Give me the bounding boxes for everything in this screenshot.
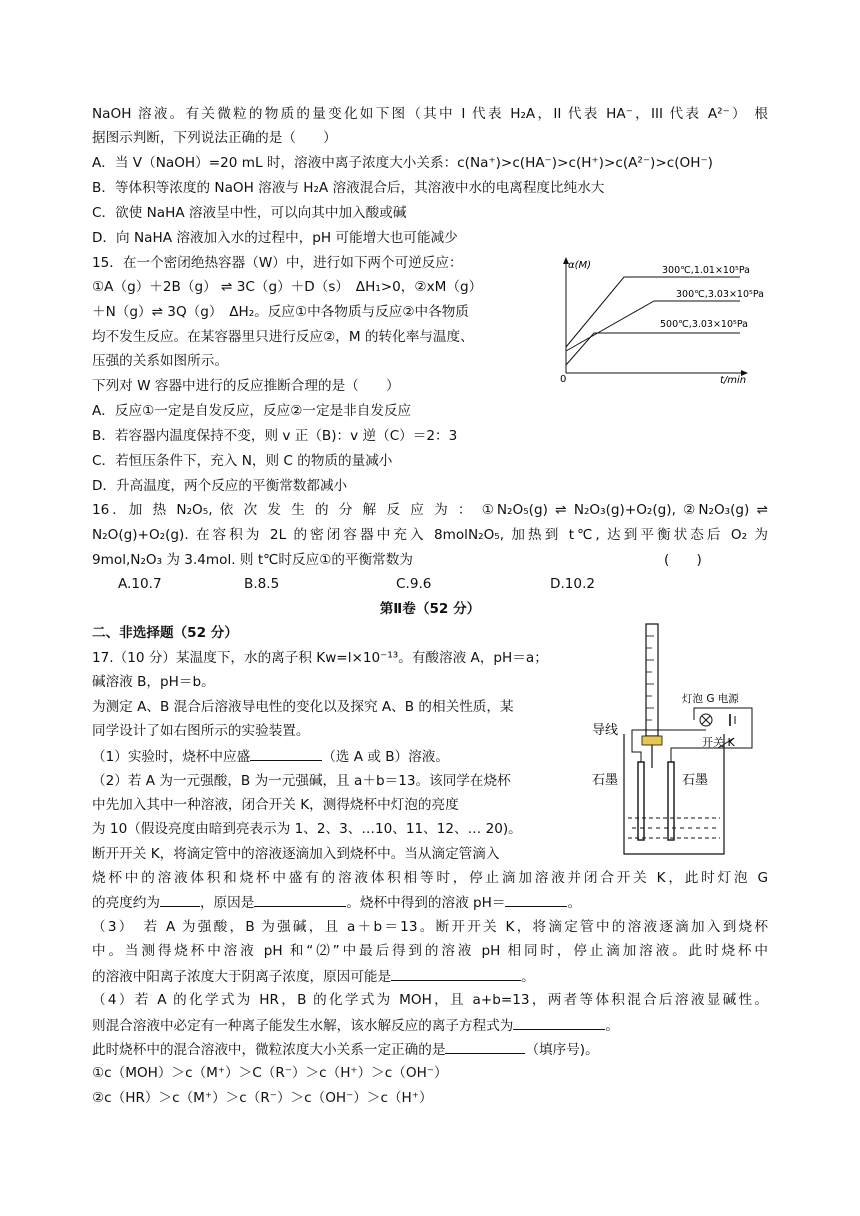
- text-line: ①A（g）＋2B（g） ⇌ 3C（g）＋D（s） ΔH₁>0，②xM（g）: [92, 279, 483, 295]
- text-line: 17.（10 分）某温度下，水的离子积 Kw=l×10⁻¹³。有酸溶液 A，pH＝a；: [92, 650, 548, 666]
- text-line: 压强的关系如图所示。: [92, 353, 228, 369]
- text-line: N₂O(g)+O₂(g). 在容积为 2L 的密闭容器中充入 8molN₂O₅, 加热到 t℃, 达到平衡状态后 O₂ 为: [92, 527, 768, 543]
- answer-blank[interactable]: [445, 1039, 525, 1054]
- text-line: NaOH 溶液。有关微粒的物质的量变化如下图（其中 I 代表 H₂A，II 代表 HA⁻，III 代表 A²⁻） 根: [92, 106, 768, 122]
- answer-blank[interactable]: [250, 746, 322, 761]
- text-span: （填序号)。: [525, 1042, 599, 1058]
- text-span: 。: [567, 895, 582, 911]
- text-line: 中先加入其中一种溶液，闭合开关 K，测得烧杯中灯泡的亮度: [92, 797, 459, 813]
- text-span: 。: [605, 1018, 619, 1034]
- choice-2: ②c（HR）＞c（M⁺）＞c（R⁻）＞c（OH⁻）＞c（H⁺）: [92, 1090, 433, 1106]
- text-span: 此时烧杯中的混合溶液中，微粒浓度大小关系一定正确的是: [92, 1042, 446, 1058]
- x-axis-label: t/min: [720, 375, 747, 386]
- answer-blank[interactable]: [254, 892, 346, 907]
- label-graphite-right: 石墨: [682, 773, 709, 788]
- part-title: 二、非选择题（52 分）: [92, 625, 238, 641]
- choice-1: ①c（MOH）＞c（M⁺）＞C（R⁻）＞c（H⁺）＞c（OH⁻）: [92, 1065, 448, 1081]
- option-b: B．若容器内温度保持不变，则 v 正（B)：v 逆（C）＝2：3: [92, 428, 458, 444]
- text-span: 的溶液中阳离子浓度大于阴离子浓度，原因可能是: [92, 969, 392, 985]
- label-graphite-left: 石墨: [592, 773, 619, 788]
- text-line: 均不发生反应。在某容器里只进行反应②，M 的转化率与温度、: [92, 329, 474, 345]
- text-span: 。烧杯中得到的溶液 pH＝: [346, 895, 506, 911]
- option-c: C．欲使 NaHA 溶液呈中性，可以向其中加入酸或碱: [92, 205, 407, 221]
- series-label: 500℃,3.03×10⁵Pa: [660, 319, 748, 330]
- answer-blank[interactable]: [513, 1015, 605, 1030]
- answer-blank[interactable]: [160, 892, 200, 907]
- text-line: [92, 1039, 599, 1060]
- text-line: 断开开关 K，将滴定管中的溶液逐滴加入到烧杯中。当从滴定管滴入: [92, 846, 500, 862]
- text-line: [92, 1015, 619, 1036]
- text-line: 据图示判断，下列说法正确的是（ ）: [92, 130, 337, 146]
- text-line: [92, 892, 581, 913]
- text-span: 的亮度约为: [92, 895, 160, 911]
- option-c: C.9.6: [396, 576, 432, 592]
- answer-blank[interactable]: [505, 892, 567, 907]
- text-line: 为 10（假设亮度由暗到亮表示为 1、2、3、…10、11、12、… 20)。: [92, 821, 522, 837]
- text-line: [92, 746, 449, 767]
- y-axis-label: α(M): [568, 260, 592, 271]
- text-line: 9mol,N₂O₃ 为 3.4mol. 则 t℃时反应①的平衡常数为: [92, 552, 413, 568]
- text-span: （1）实验时，烧杯中应盛: [92, 749, 251, 765]
- text-line: 为测定 A、B 混合后溶液导电性的变化以及探究 A、B 的相关性质，某: [92, 699, 514, 715]
- text-line: （4）若 A 的化学式为 HR，B 的化学式为 MOH，且 a+b=13，两者等体积混合后溶液显碱性。: [92, 992, 768, 1008]
- apparatus-figure: [588, 622, 768, 862]
- conversion-graph: [556, 255, 764, 386]
- text-line: 15．在一个密闭绝热容器（W）中，进行如下两个可逆反应：: [92, 255, 463, 271]
- option-a: A．反应①一定是自发反应，反应②一定是非自发反应: [92, 403, 412, 419]
- option-d: D.10.2: [550, 576, 596, 592]
- text-span: 则混合溶液中必定有一种离子能发生水解，该水解反应的离子方程式为: [92, 1018, 514, 1034]
- series-label: 300℃,3.03×10⁵Pa: [676, 289, 764, 300]
- curve-500c-3atm: [566, 333, 740, 365]
- text-line: 16．加 热 N₂O₅, 依 次 发 生 的 分 解 反 应 为 ： ①N₂O₅(g) ⇌ N₂O₃(g)+O₂(g), ②N₂O₃(g) ⇌: [92, 502, 768, 518]
- text-line: （3） 若 A 为强酸，B 为强碱，且 a＋b＝13。断开开关 K，将滴定管中的溶液逐滴加入到烧杯: [92, 919, 768, 935]
- text-line: 烧杯中的溶液体积和烧杯中盛有的溶液体积相等时，停止滴加溶液并闭合开关 K，此时灯泡 G: [92, 870, 768, 886]
- text-line: 中。当测得烧杯中溶液 pH 和“⑵”中最后得到的溶液 pH 相同时，停止滴加溶液。此时烧杯中: [92, 943, 768, 959]
- option-d: D．升高温度，两个反应的平衡常数都减小: [92, 478, 348, 494]
- answer-bracket: ( ): [664, 552, 702, 568]
- answer-blank[interactable]: [391, 966, 521, 981]
- option-c: C．若恒压条件下，充入 N，则 C 的物质的量减小: [92, 453, 393, 469]
- wire-left: [632, 730, 706, 762]
- label-lamp-power: 灯泡 G 电源: [682, 693, 739, 705]
- text-span: 。: [521, 969, 535, 985]
- label-switch: 开关 K: [702, 736, 735, 749]
- stopcock: [642, 736, 662, 745]
- text-line: ＋N（g）⇌ 3Q（g） ΔH₂。反应①中各物质与反应②中各物质: [92, 304, 469, 320]
- text-span: （选 A 或 B）溶液。: [322, 749, 449, 765]
- text-line: [92, 966, 535, 987]
- option-b: B．等体积等浓度的 NaOH 溶液与 H₂A 溶液混合后，其溶液中水的电离程度比纯水大: [92, 180, 605, 196]
- section-title: 第Ⅱ卷（52 分）: [379, 601, 481, 617]
- label-wire: 导线: [592, 723, 619, 738]
- text-line: 碱溶液 B，pH＝b。: [92, 674, 215, 690]
- option-a: A.10.7: [118, 576, 162, 592]
- text-span: ，原因是: [199, 895, 255, 911]
- option-a: A．当 V（NaOH）=20 mL 时，溶液中离子浓度大小关系：c(Na⁺)>c(HA⁻)>c(H⁺)>c(A²⁻)>c(OH⁻): [92, 155, 713, 171]
- text-line: 下列对 W 容器中进行的反应推断合理的是（ ）: [92, 378, 400, 394]
- burette-tube: [646, 624, 658, 736]
- text-line: （2）若 A 为一元强酸，B 为一元强碱，且 a＋b＝13。该同学在烧杯: [92, 773, 511, 789]
- option-b: B.8.5: [244, 576, 280, 592]
- origin-label: 0: [560, 374, 567, 385]
- series-label: 300℃,1.01×10⁵Pa: [662, 265, 750, 276]
- text-line: 同学设计了如右图所示的实验装置。: [92, 723, 310, 739]
- option-d: D．向 NaHA 溶液加入水的过程中，pH 可能增大也可能减少: [92, 230, 458, 246]
